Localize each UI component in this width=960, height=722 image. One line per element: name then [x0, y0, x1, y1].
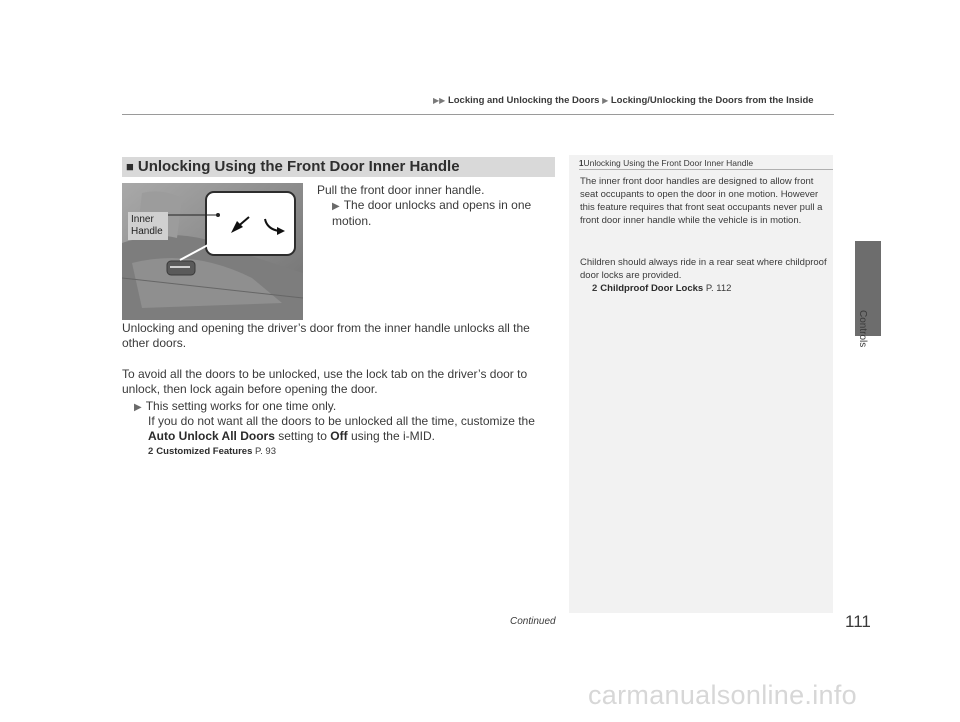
note-1	[134, 399, 554, 415]
setting-value: Off	[330, 429, 348, 443]
chapter-tab-label: Controls	[857, 310, 868, 348]
section-heading	[122, 157, 555, 177]
reference-page: P. 93	[255, 446, 276, 457]
paragraph-2: To avoid all the doors to be unlocked, use the lock tab on the driver’s door to unlock, then lock again before opening the door.	[122, 367, 528, 396]
sidebar-reference-link[interactable]	[592, 282, 840, 295]
sidebar-reference-page: P. 112	[705, 283, 732, 294]
breadcrumb-item-2[interactable]: Locking/Unlocking the Doors from the Inside	[610, 95, 814, 106]
page-reference-icon: 2	[148, 446, 154, 457]
sidebar-title-text: Unlocking Using the Front Door Inner Handle	[583, 158, 754, 168]
triangle-right-icon: ▶	[134, 402, 142, 413]
step-1-result	[332, 198, 537, 229]
page-reference-icon: 1	[579, 159, 584, 168]
sidebar-reference-label: Childproof Door Locks	[600, 283, 704, 294]
paragraph-1: Unlocking and opening the driver’s door from the inner handle unlocks all the other doors.	[122, 321, 530, 350]
section-heading-text: Unlocking Using the Front Door Inner Handle	[137, 158, 460, 175]
header-divider	[122, 114, 834, 115]
step-1: Pull the front door inner handle.	[317, 183, 485, 197]
sidebar-paragraph-2: Children should always ride in a rear seat where childproof door locks are provided.	[580, 257, 827, 281]
double-triangle-icon: ▶▶	[433, 96, 446, 105]
breadcrumb	[433, 95, 814, 106]
note-2-post: using the i-MID.	[350, 429, 435, 443]
note-2-mid: setting to	[278, 429, 327, 443]
note-2	[148, 414, 548, 444]
reference-label: Customized Features	[156, 446, 253, 457]
watermark: carmanualsonline.info	[588, 680, 857, 710]
sidebar-paragraph-1: The inner front door handles are designed to allow front seat occupants to open the door in one motion. However this feature requires that front seat occupants never pull a front door inner handle while the vehicle is in motion.	[580, 176, 823, 226]
page-reference-icon: 2	[592, 283, 598, 294]
callout-leader	[166, 205, 226, 265]
triangle-right-icon: ▶	[602, 96, 609, 105]
reference-link[interactable]	[148, 446, 276, 457]
setting-name: Auto Unlock All Doors	[148, 429, 275, 443]
black-square-icon: ■	[126, 159, 134, 174]
page-number: 111	[845, 612, 871, 631]
figure-label-inner-handle: Inner Handle	[128, 212, 168, 240]
step-1-result-text: The door unlocks and opens in one motion.	[332, 198, 532, 228]
triangle-right-icon: ▶	[332, 201, 340, 212]
note-1-text: This setting works for one time only.	[145, 399, 337, 413]
continued-label: Continued	[510, 616, 556, 627]
sidebar-title	[579, 158, 753, 168]
breadcrumb-item-1[interactable]: Locking and Unlocking the Doors	[447, 95, 600, 106]
sidebar-divider	[579, 169, 833, 170]
note-2-pre: If you do not want all the doors to be unlocked all the time, customize the	[148, 414, 535, 428]
